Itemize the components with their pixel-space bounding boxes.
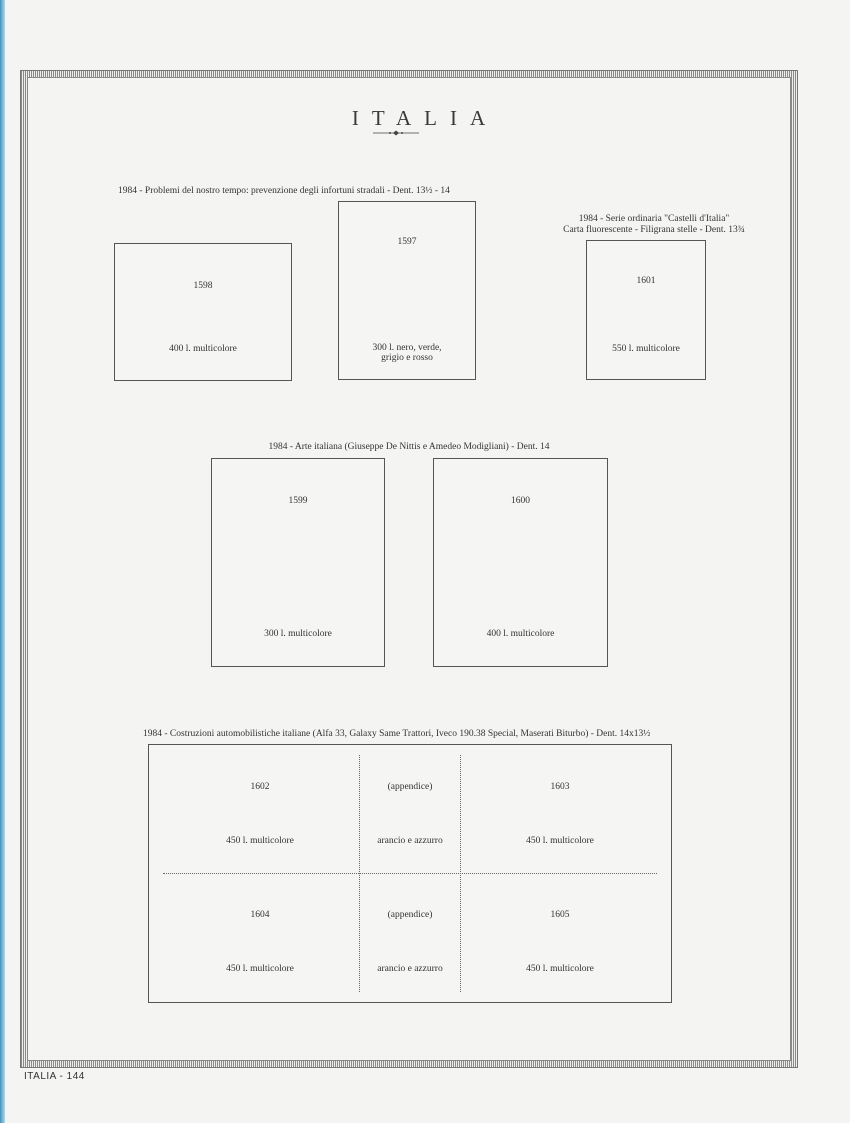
stamp-description: 450 l. multicolore: [226, 836, 294, 846]
stamp-number: 1599: [288, 496, 308, 506]
stamp-number: 1601: [636, 276, 656, 286]
stamp-number-1603: 1603: [550, 782, 570, 792]
perforation-line: [163, 873, 657, 874]
appendix-description: arancio e azzurro: [377, 836, 443, 846]
stamp-description: 400 l. multicolore: [169, 344, 237, 354]
title-ornament: [373, 129, 419, 137]
stamp-number-1602: 1602: [250, 782, 270, 792]
stamp-description: 450 l. multicolore: [526, 964, 594, 974]
page-footer: ITALIA - 144: [24, 1071, 85, 1082]
stamp-description: 450 l. multicolore: [526, 836, 594, 846]
stamp-block-1602-1605: [148, 744, 672, 1003]
stamp-description: 400 l. multicolore: [486, 629, 555, 639]
stamp-description: 550 l. multicolore: [612, 344, 680, 354]
page-title: ITALIA: [351, 106, 499, 130]
stamp-number-1605: 1605: [550, 910, 570, 920]
appendix-label: (appendice): [387, 910, 433, 920]
appendix-label: (appendice): [387, 782, 433, 792]
section-caption-automobili: 1984 - Costruzioni automobilistiche italiane (Alfa 33, Galaxy Same Trattori, Iveco 190.38 Special, Maserati Biturbo) - Dent. 14x13½: [143, 729, 651, 739]
stamp-description-line2: grigio e rosso: [381, 353, 433, 363]
stamp-number: 1597: [397, 237, 417, 247]
stamp-description: 450 l. multicolore: [226, 964, 294, 974]
section-caption-castelli-line1: 1984 - Serie ordinaria "Castelli d'Italia": [578, 214, 730, 224]
stamp-slot-1599: [211, 458, 385, 667]
stamp-number: 1598: [193, 281, 213, 291]
appendix-description: arancio e azzurro: [377, 964, 443, 974]
section-caption-castelli-line2: Carta fluorescente - Filigrana stelle - Dent. 13¾: [563, 225, 745, 235]
stamp-slot-1600: [433, 458, 608, 667]
stamp-slot-1601: [586, 240, 706, 380]
stamp-number: 1600: [511, 496, 530, 506]
stamp-number-1604: 1604: [250, 910, 270, 920]
stamp-description-line1: 300 l. nero, verde,: [372, 343, 442, 353]
stamp-slot-1597: [338, 201, 476, 380]
stamp-slot-1598: [114, 243, 292, 381]
stamp-description: 300 l. multicolore: [264, 629, 332, 639]
section-caption-arte: 1984 - Arte italiana (Giuseppe De Nittis e Amedeo Modigliani) - Dent. 14: [268, 442, 550, 452]
page-edge: [0, 0, 5, 1123]
section-caption-road-safety: 1984 - Problemi del nostro tempo: prevenzione degli infortuni stradali - Dent. 13½ - 14: [118, 186, 450, 196]
